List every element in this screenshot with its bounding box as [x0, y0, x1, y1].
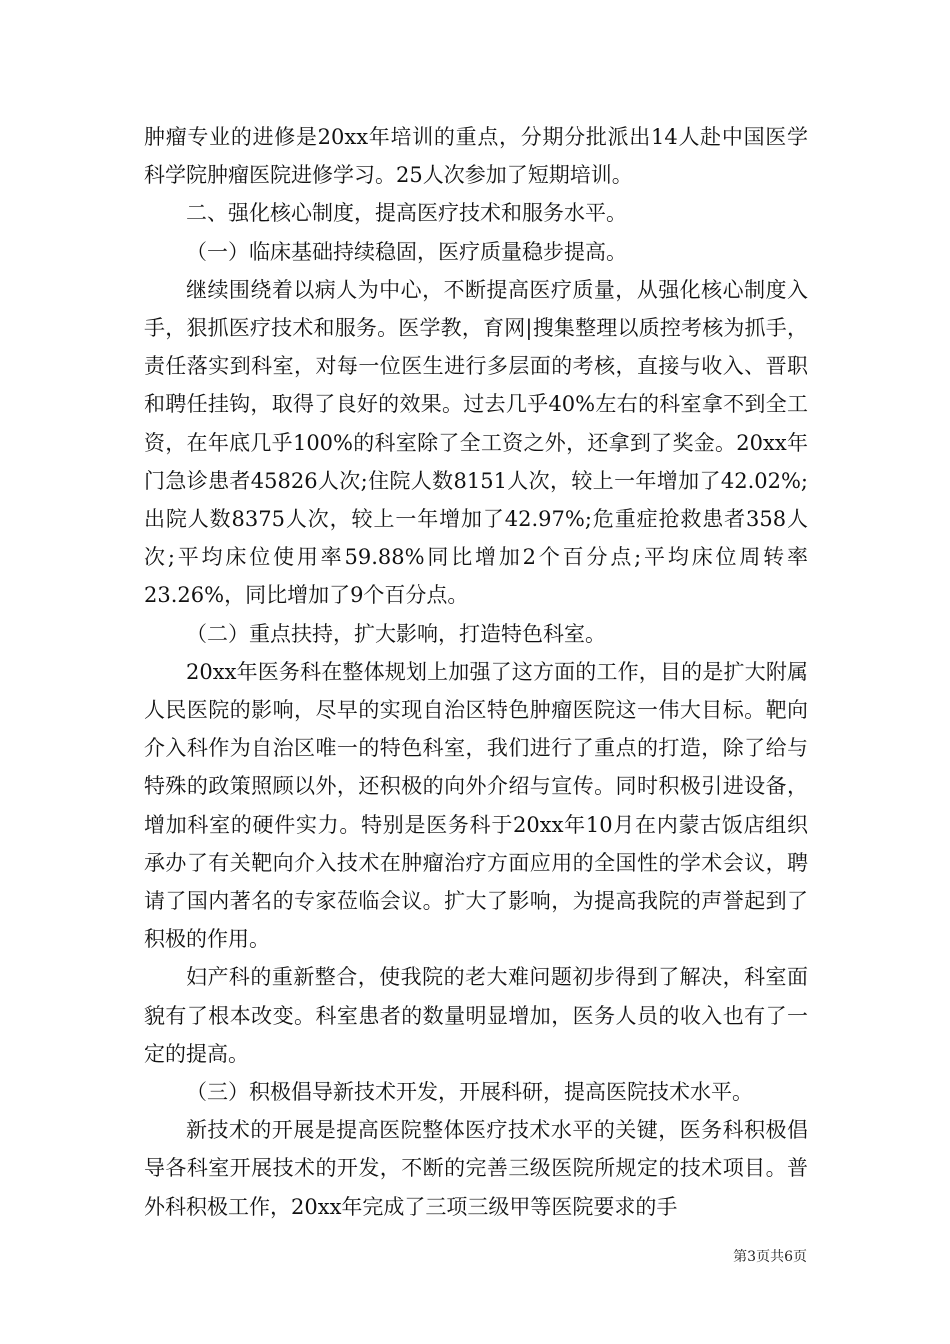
section-heading-2: 二、强化核心制度，提高医疗技术和服务水平。 [186, 201, 627, 226]
subheading-2: （二）重点扶持，扩大影响，打造特色科室。 [186, 621, 606, 646]
subheading-3: （三）积极倡导新技术开发，开展科研，提高医院技术水平。 [186, 1080, 753, 1105]
paragraph-obstetrics: 妇产科的重新整合，使我院的老大难问题初步得到了解决，科室面貌有了根本改变。科室患者的数量明显增加，医务人员的收入也有了一定的提高。 [144, 965, 808, 1066]
document-body [144, 118, 808, 1226]
paragraph-special-department: 20xx年医务科在整体规划上加强了这方面的工作，目的是扩大附属人民医院的影响，尽早的实现自治区特色肿瘤医院这一伟大目标。靶向介入科作为自治区唯一的特色科室，我们进行了重点的打造，除了给与特殊的政策照顾以外，还积极的向外介绍与宣传。同时积极引进设备，增加科室的硬件实力。特别是医务科于20xx年10月在内蒙古饭店组织承办了有关靶向介入技术在肿瘤治疗方面应用的全国性的学术会议，聘请了国内著名的专家莅临会议。扩大了影响，为提高我院的声誉起到了积极的作用。 [144, 659, 808, 952]
paragraph-continuation: 肿瘤专业的进修是20xx年培训的重点，分期分批派出14人赴中国医学科学院肿瘤医院进修学习。25人次参加了短期培训。 [144, 125, 808, 188]
page-number: 第3页共6页 [733, 1249, 807, 1265]
paragraph-new-technology: 新技术的开展是提高医院整体医疗技术水平的关键，医务科积极倡导各科室开展技术的开发，不断的完善三级医院所规定的技术项目。普外科积极工作，20xx年完成了三项三级甲等医院要求的手 [144, 1118, 808, 1219]
subheading-1: （一）临床基础持续稳固，医疗质量稳步提高。 [186, 239, 627, 264]
paragraph-clinical-quality: 继续围绕着以病人为中心，不断提高医疗质量，从强化核心制度入手，狠抓医疗技术和服务。医学教，育网|搜集整理以质控考核为抓手，责任落实到科室，对每一位医生进行多层面的考核，直接与收入、晋职和聘任挂钩，取得了良好的效果。过去几乎40%左右的科室拿不到全工资，在年底几乎100%的科室除了全工资之外，还拿到了奖金。20xx年门急诊患者45826人次;住院人数8151人次，较上一年增加了42.02%;出院人数8375人次，较上一年增加了42.97%;危重症抢救患者358人次;平均床位使用率59.88%同比增加2个百分点;平均床位周转率23.26%，同比增加了9个百分点。 [144, 277, 808, 608]
